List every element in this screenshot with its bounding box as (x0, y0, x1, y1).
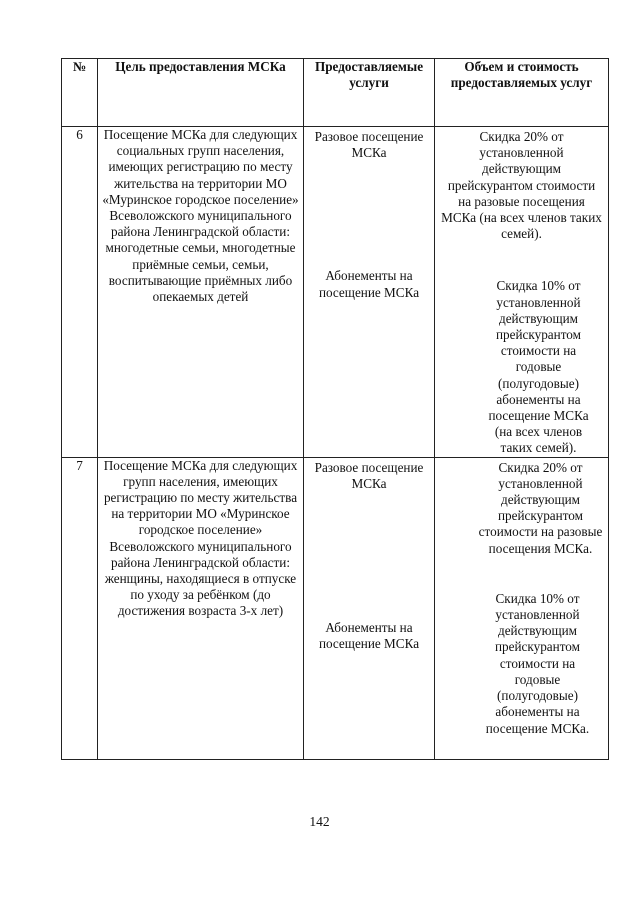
row-services (304, 457, 435, 759)
row-goal: Посещение МСКа для следующих социальных групп населения, имеющих регистрацию по месту жительства на территории МО «Муринское городское поселение» Всеволожского муниципального района Ленинградской области: многодетные семьи, многодетные приёмные семьи, семьи, воспитывающие приёмных либо опекаемых детей (98, 127, 304, 458)
table-header-row (62, 59, 609, 127)
row-volume (435, 127, 609, 458)
benefits-table (61, 58, 609, 760)
row-number: 7 (62, 457, 98, 759)
row-services (304, 127, 435, 458)
header-services: Предоставляемые услуги (304, 59, 435, 127)
row-goal: Посещение МСКа для следующих групп населения, имеющих регистрацию по месту жительства на территории МО «Муринское городское поселение» Всеволожского муниципального района Ленинградской области: женщины, находящиеся в отпуске по уходу за ребёнком (до достижения возраста 3-х лет) (98, 457, 304, 759)
service-subscriptions: Абонементы на посещение МСКа (318, 268, 420, 300)
table-row (62, 127, 609, 458)
service-single-visit: Разовое посещение МСКа (314, 129, 424, 161)
row-volume (435, 457, 609, 759)
header-number: № (62, 59, 98, 127)
service-single-visit: Разовое посещение МСКа (314, 459, 424, 491)
service-subscriptions: Абонементы на посещение МСКа (318, 620, 420, 652)
volume-subscriptions: Скидка 10% от установленной действующим прейскурантом стоимости на годовые (полугодовые) абонементы на посещение МСКа (на всех членов таких семей). (488, 278, 589, 456)
row-number: 6 (62, 127, 98, 458)
table-row (62, 457, 609, 759)
page-number: 142 (309, 814, 330, 829)
header-goal: Цель предоставления МСКа (98, 59, 304, 127)
volume-subscriptions: Скидка 10% от установленной действующим прейскурантом стоимости на годовые (полугодовые) абонементы на посещение МСКа. (485, 590, 590, 736)
volume-single-visit: Скидка 20% от установленной действующим прейскурантом стоимости на разовые посещения МСКа. (478, 459, 603, 556)
header-volume: Объем и стоимость предоставляемых услуг (435, 59, 609, 127)
volume-single-visit: Скидка 20% от установленной действующим прейскурантом стоимости на разовые посещения МСКа (на всех членов таких семей). (441, 129, 602, 242)
